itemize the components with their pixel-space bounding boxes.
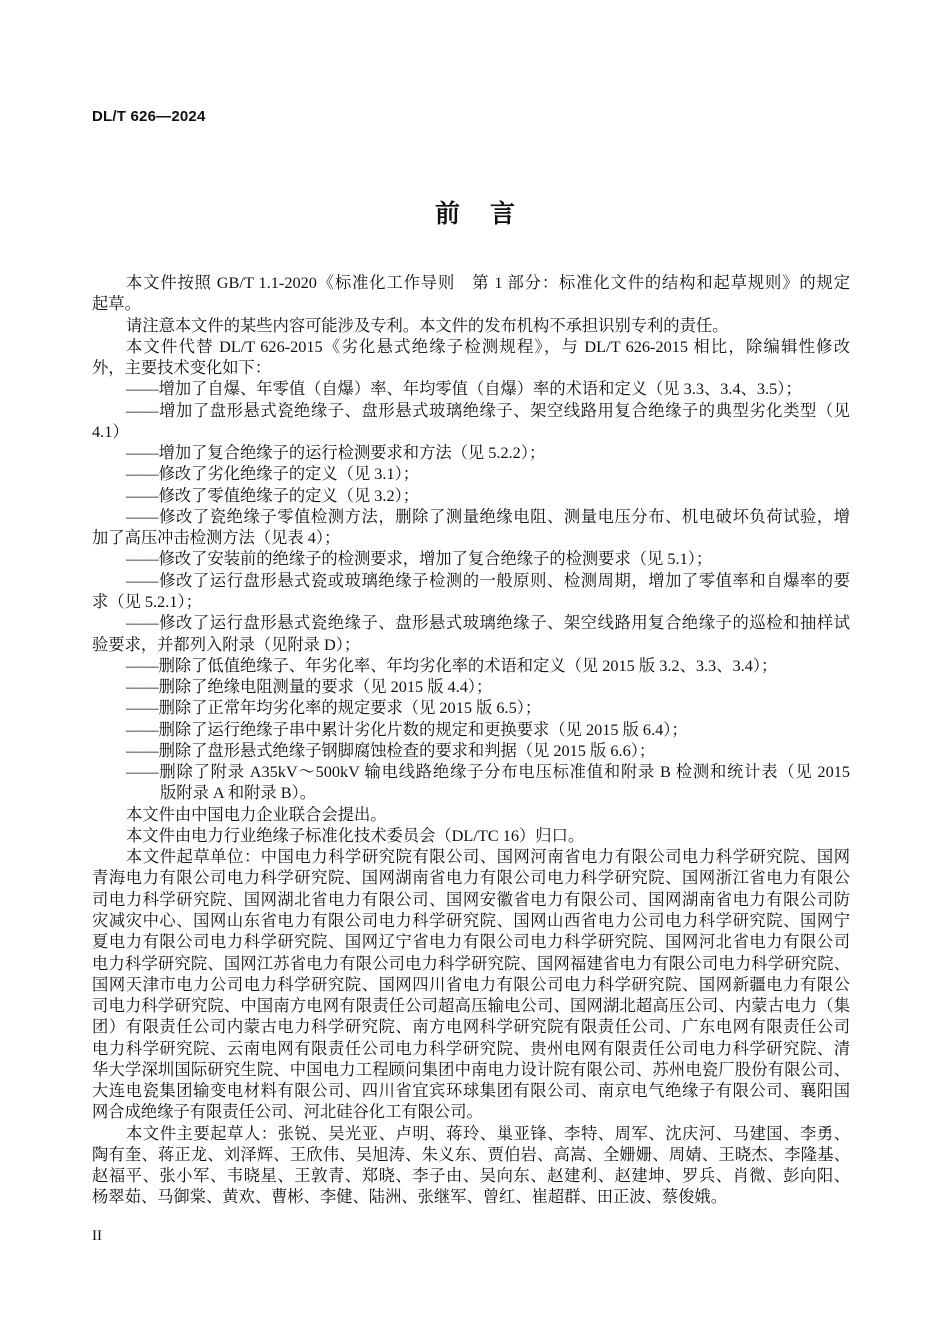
paragraph — [92, 336, 850, 379]
text-line: ——删除了运行绝缘子串中累计劣化片数的规定和更换要求（见 2015 版 6.4）； — [126, 719, 688, 739]
page-number: II — [92, 1228, 102, 1244]
text-line: 青海电力有限公司电力科学研究院、国网湖南省电力有限公司电力科学研究院、国网浙江省电力有限公 — [92, 868, 850, 888]
paragraph — [92, 1123, 850, 1208]
text-line: 外，主要技术变化如下： — [92, 358, 272, 378]
text-line: ——删除了正常年均劣化率的规定要求（见 2015 版 6.5）； — [126, 698, 542, 718]
text-line: 请注意本文件的某些内容可能涉及专利。本文件的发布机构不承担识别专利的责任。 — [126, 315, 729, 335]
foreword-body — [92, 272, 850, 1208]
paragraph — [92, 548, 850, 569]
paragraph — [92, 719, 850, 740]
text-line: 网合成绝缘子有限责任公司、河北硅谷化工有限公司。 — [92, 1102, 483, 1122]
text-line: 4.1） — [92, 421, 129, 441]
text-line: 本文件起草单位：中国电力科学研究院有限公司、国网河南省电力有限公司电力科学研究院、国网 — [126, 847, 850, 867]
paragraph — [92, 442, 850, 463]
paragraph — [92, 378, 850, 399]
paragraph — [92, 315, 850, 336]
text-line: 大连电瓷集团输变电材料有限公司、四川省宜宾环球集团有限公司、南京电气绝缘子有限公司、襄阳国 — [92, 1081, 850, 1101]
text-line: 电力科学研究院、国网江苏省电力有限公司电力科学研究院、国网福建省电力有限公司电力科学研究院、 — [92, 953, 850, 973]
paragraph — [92, 761, 850, 804]
text-line: 杨翠茹、马御棠、黄欢、曹彬、李健、陆洲、张继军、曾红、崔超群、田正波、蔡俊娥。 — [92, 1187, 727, 1207]
paragraph — [92, 506, 850, 549]
text-line: ——删除了盘形悬式绝缘子钢脚腐蚀检查的要求和判据（见 2015 版 6.6）； — [126, 740, 656, 760]
text-line: 本文件主要起草人：张锐、吴光亚、卢明、蒋玲、巢亚锋、李特、周军、沈庆河、马建国、李勇、 — [126, 1123, 850, 1143]
paragraph — [92, 570, 850, 613]
paragraph — [92, 400, 850, 443]
text-line: 加了高压冲击检测方法（见表 4）； — [92, 528, 341, 548]
text-line: 本文件代替 DL/T 626-2015《劣化悬式绝缘子检测规程》，与 DL/T 626-2015 相比，除编辑性修改 — [126, 336, 850, 356]
text-line: 本文件按照 GB/T 1.1-2020《标准化工作导则 第 1 部分：标准化文件的结构和起草规则》的规定 — [126, 273, 850, 292]
text-line: ——修改了瓷绝缘子零值检测方法，删除了测量绝缘电阻、测量电压分布、机电破坏负荷试验，增 — [126, 506, 850, 526]
paragraph — [92, 740, 850, 761]
paragraph — [92, 655, 850, 676]
text-line: ——修改了零值绝缘子的定义（见 3.2）； — [126, 485, 420, 505]
standard-code: DL/T 626—2024 — [92, 108, 206, 125]
text-line: ——删除了附录 A35kV～500kV 输电线路绝缘子分布电压标准值和附录 B 检测和统计表（见 2015 — [126, 762, 850, 782]
text-line: 求（见 5.2.1）； — [92, 591, 202, 611]
text-line: 电力科学研究院、云南电网有限责任公司电力科学研究院、贵州电网有限责任公司电力科学研究院、清 — [92, 1038, 850, 1058]
text-line: 版附录 A 和附录 B）。 — [160, 783, 317, 803]
text-line: 验要求，并都列入附录（见附录 D）； — [92, 634, 361, 654]
text-line: 华大学深圳国际研究生院、中国电力工程顾问集团中南电力设计院有限公司、苏州电瓷厂股份有限公司、 — [92, 1059, 850, 1079]
text-line: 赵福平、张小军、韦晓星、王敦青、郑晓、李子由、吴向东、赵建利、赵建坤、罗兵、肖微、彭向阳、 — [92, 1166, 850, 1186]
text-line: ——修改了运行盘形悬式瓷或玻璃绝缘子检测的一般原则、检测周期，增加了零值率和自爆率的要 — [126, 570, 850, 590]
text-line: ——增加了自爆、年零值（自爆）率、年均零值（自爆）率的术语和定义（见 3.3、3.4、3.5）； — [126, 379, 802, 399]
text-line: ——修改了安装前的绝缘子的检测要求，增加了复合绝缘子的检测要求（见 5.1）； — [126, 549, 713, 569]
text-line: 团）有限责任公司内蒙古电力科学研究院、南方电网科学研究院有限责任公司、广东电网有限责任公司 — [92, 1017, 850, 1037]
paragraph — [92, 485, 850, 506]
text-line: 国网天津市电力公司电力科学研究院、国网四川省电力有限公司电力科学研究院、国网新疆电力有限公 — [92, 974, 850, 994]
text-line: ——修改了劣化绝缘子的定义（见 3.1）； — [126, 464, 420, 484]
text-line: 夏电力有限公司电力科学研究院、国网辽宁省电力有限公司电力科学研究院、国网河北省电力有限公司 — [92, 932, 850, 952]
text-line: ——增加了复合绝缘子的运行检测要求和方法（见 5.2.2）； — [126, 443, 546, 463]
text-line: 起草。 — [92, 294, 141, 314]
paragraph — [92, 825, 850, 846]
text-line: 司电力科学研究院、国网湖北省电力有限公司、国网安徽省电力有限公司、国网湖南省电力有限公司防 — [92, 889, 850, 909]
text-line: 本文件由电力行业绝缘子标准化技术委员会（DL/TC 16）归口。 — [126, 825, 585, 845]
paragraph — [92, 463, 850, 484]
text-line: ——增加了盘形悬式瓷绝缘子、盘形悬式玻璃绝缘子、架空线路用复合绝缘子的典型劣化类型（见 — [126, 400, 850, 420]
text-line: 司电力科学研究院、中国南方电网有限责任公司超高压输电公司、国网湖北超高压公司、内蒙古电力（集 — [92, 996, 850, 1016]
paragraph — [92, 804, 850, 825]
paragraph — [92, 846, 850, 1122]
text-line: 灾减灾中心、国网山东省电力有限公司电力科学研究院、国网山西省电力公司电力科学研究院、国网宁 — [92, 910, 850, 930]
paragraph — [92, 612, 850, 655]
text-line: 本文件由中国电力企业联合会提出。 — [126, 804, 387, 824]
paragraph — [92, 272, 850, 315]
paragraph — [92, 676, 850, 697]
text-line: 陶有奎、蒋正龙、刘泽辉、王欣伟、吴旭涛、朱义东、贾伯岩、高嵩、全姗姗、周婧、王晓杰、李隆基、 — [92, 1144, 850, 1164]
text-line: ——修改了运行盘形悬式瓷绝缘子、盘形悬式玻璃绝缘子、架空线路用复合绝缘子的巡检和抽样试 — [126, 613, 850, 633]
text-line: ——删除了低值绝缘子、年劣化率、年均劣化率的术语和定义（见 2015 版 3.2、3.3、3.4）； — [126, 655, 778, 675]
text-line: ——删除了绝缘电阻测量的要求（见 2015 版 4.4）； — [126, 677, 493, 697]
page-title: 前言 — [434, 199, 545, 228]
paragraph — [92, 697, 850, 718]
